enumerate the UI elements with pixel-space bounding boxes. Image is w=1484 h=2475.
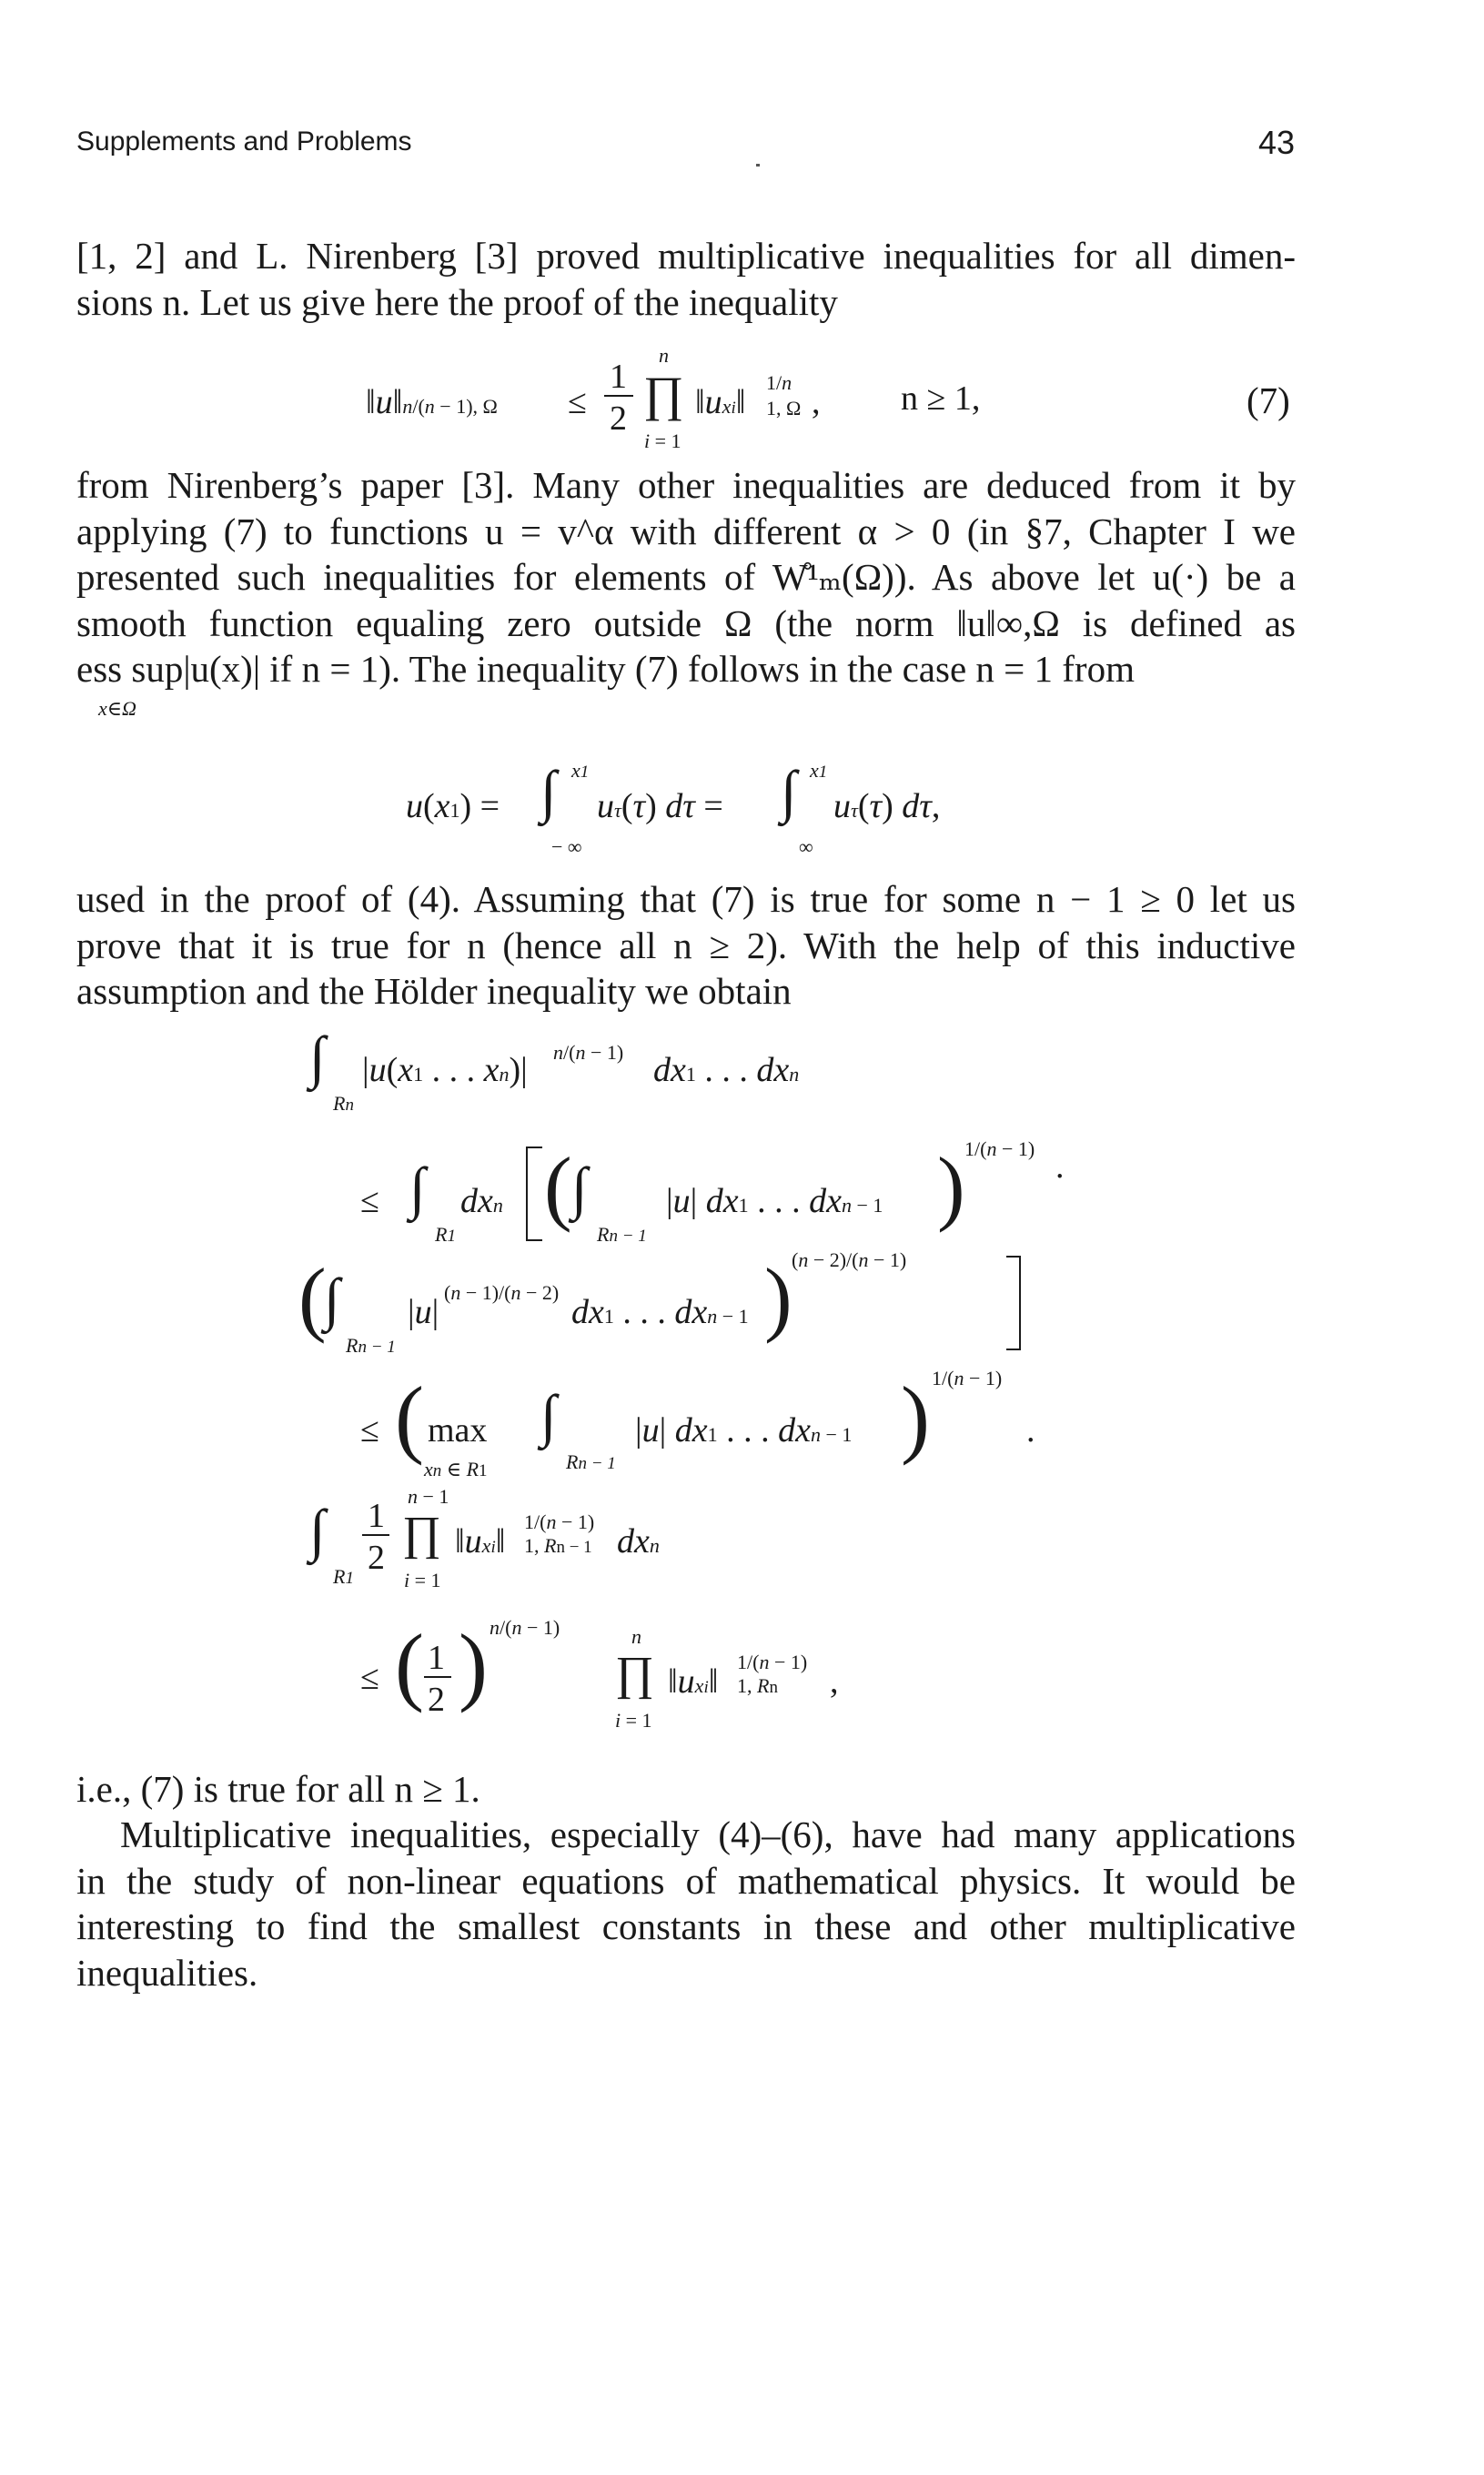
- text-line: ess sup|u(x)| if n = 1). The inequality (7) follows in the case n = 1 from: [76, 648, 1135, 690]
- page-number: 43: [1258, 124, 1296, 161]
- equation-7: ‖u‖n/(n − 1), Ω ≤ 1 2 n ∏ i = 1 ‖uxi‖ 1/n 1, Ω , n ≥ 1, (7): [366, 344, 1290, 452]
- text-line: Multiplicative inequalities, especially (4)–(6), have had many applications: [120, 1813, 1296, 1855]
- text-line: smooth function equaling zero outside Ω (the norm ‖u‖∞,Ω is defined as: [76, 601, 1296, 644]
- text-line: applying (7) to functions u = v^α with different α > 0 (in §7, Chapter I we: [76, 510, 1296, 552]
- paragraph-conclusion: [76, 1766, 1296, 1813]
- paragraph-induction: [76, 876, 1296, 1015]
- text-line: in the study of non-linear equations of mathematical physics. It would be: [76, 1859, 1296, 1902]
- text-line: i.e., (7) is true for all n ≥ 1.: [76, 1768, 480, 1810]
- text-line: sions n. Let us give here the proof of the inequality: [76, 280, 838, 323]
- text-line: presented such inequalities for elements of W̊¹ₘ(Ω)). As above let u(·) be a: [76, 556, 1296, 598]
- paragraph-applications: [76, 1812, 1296, 1995]
- text-line: used in the proof of (4). Assuming that (7) is true for some n − 1 ≥ 0 let us: [76, 878, 1296, 920]
- ess-sup-subscript: x∈Ω: [98, 697, 136, 720]
- paragraph-intro: [76, 233, 1296, 325]
- text-line: [1, 2] and L. Nirenberg [3] proved multiplicative inequalities for all dimen-: [76, 235, 1296, 277]
- text-line: assumption and the Hölder inequality we obtain: [76, 970, 792, 1012]
- text-line: interesting to find the smallest constants in these and other multiplicative: [76, 1905, 1296, 1947]
- equation-7-number: (7): [1247, 379, 1290, 421]
- text-line: from Nirenberg’s paper [3]. Many other inequalities are deduced from it by: [76, 464, 1296, 506]
- equation-7-condition: n ≥ 1,: [901, 379, 981, 418]
- text-line: inequalities.: [76, 1951, 258, 1994]
- paragraph-nirenberg: [76, 462, 1296, 692]
- speck-mark: [756, 164, 760, 167]
- text-line: prove that it is true for n (hence all n ≥ 2). With the help of this inductive: [76, 924, 1296, 966]
- equation-u-x1: u(x1) = ∫ x1 − ∞ uτ(τ) dτ = ∫ x1 ∞ uτ(τ) dτ,: [406, 759, 941, 858]
- derivation-display: ∫ Rn |u(x1 . . . xn)| n/(n − 1) dx1 . . . dxn ≤ ∫ R1 dxn ( ∫ Rn − 1 |u| dx1 . . . dxn − 1 ) 1/(n − 1) . ( ∫ Rn − 1 |u| (n − 1)/(n − 2) dx1 . . . dxn − 1 ) (n − 2)/(n − 1) ≤ ( max xn ∈ R1 ∫ Rn − 1 |u| dx1 . . . dxn − 1 ) 1/(n − 1) . ∫ R1 1 2 n − 1 ∏ i = 1 ‖uxi‖ 1/(n − 1) 1, Rn − 1 dxn ≤ ( 1 2 ) n/(n − 1) n ∏ i = 1 ‖uxi‖ 1/(n − 1) 1, Rn ,: [298, 1025, 1065, 1732]
- running-header-title: Supplements and Problems: [76, 126, 412, 157]
